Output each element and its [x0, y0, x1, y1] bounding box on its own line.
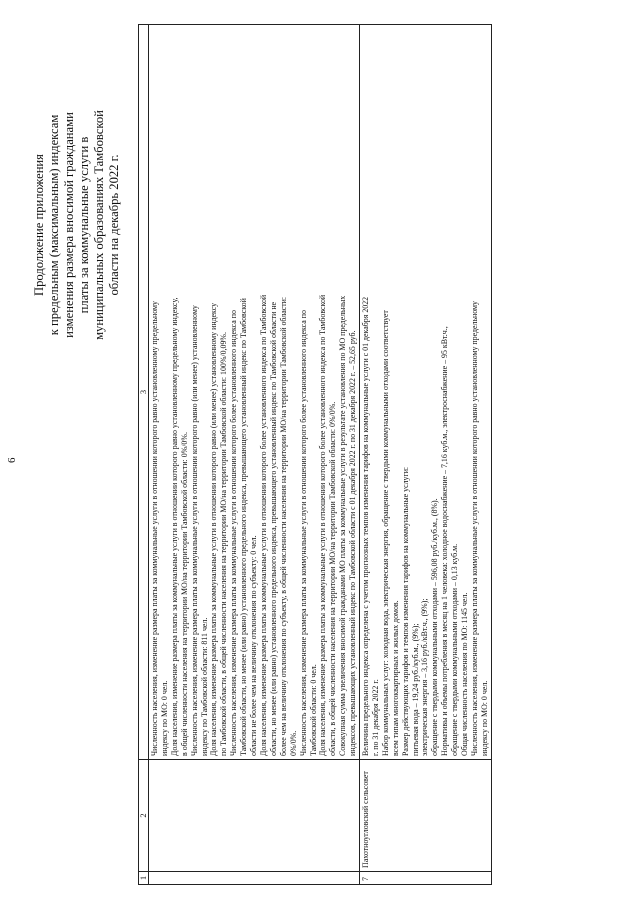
text-line: в общей численности населения на территории МО/на территории Тамбовской области: 0%/0%.	[179, 432, 189, 756]
text-line: индексу по МО: 0 чел.	[479, 680, 489, 756]
text-line: обращение с твердыми коммунальными отходами – 596,08 руб./куб.м., (8%).	[430, 498, 440, 756]
header-line: области на декабрь 2022 г.	[107, 154, 121, 296]
text-line: Общая численность населения по МО: 1145 чел.	[460, 592, 470, 756]
text-line: Тамбовской области, но менее (или равно) установленного предельного индекса, превышающего установленный индекс по Тамбовской	[239, 298, 249, 756]
text-line: Набор коммунальных услуг: холодная вода, электрическая энергия, обращение с твердыми коммунальными отходами соответствует	[380, 310, 390, 756]
region-name-cell	[149, 760, 360, 872]
table-row	[360, 25, 492, 885]
text-line: питьевая вода – 19,24 руб./куб.м., (9%);	[410, 623, 420, 756]
table-row-continued	[149, 25, 360, 885]
header-line: к предельным (максимальным) индексам	[47, 114, 61, 336]
header-line: платы за коммунальные услуги в	[77, 136, 91, 314]
page-number: 6	[6, 457, 18, 463]
column-header: 3	[139, 25, 149, 760]
text-line: Численность населения, изменение размера платы за коммунальные услуги в отношении которого более установленного индекса по	[298, 310, 308, 756]
text-line: Величина предельного индекса определена с учетом прогнозных темпов изменения тарифов на коммунальные услуги с 01 декабря 2022	[361, 296, 371, 756]
text-line: области, в общей численности населения на территории МО/на территории Тамбовской области: 0%/0%.	[328, 401, 338, 756]
row-number-cell	[149, 872, 360, 885]
text-line: Размер действующих тарифов и темпов изменения тарифов на коммунальные услуги:	[400, 466, 410, 756]
column-header: 2	[139, 760, 149, 872]
text-line: Численность населения, изменение размера платы за коммунальные услуги в отношении которого равно (или менее) установленному	[189, 305, 199, 756]
text-line: более чем на величину отклонения по субъекту, в общей численности населения на территории МО/на территории Тамбовской области:	[278, 296, 288, 756]
header-line: муниципальных образованиях Тамбовской	[92, 110, 106, 340]
text-line: всем типам многоквартирных и жилых домов.	[390, 600, 400, 756]
appendix-header	[32, 60, 122, 390]
text-line: г. по 31 декабря 2022 г.	[370, 679, 380, 756]
description-cell	[360, 25, 492, 760]
text-line: по Тамбовской области, в общей численности населения на территории МО/на территории Тамбовской области: 100%/0,09%.	[219, 332, 229, 756]
text-line: Тамбовской области: 0 чел.	[308, 664, 318, 756]
text-line: 0%/0%.	[288, 730, 298, 756]
column-header-row	[139, 25, 149, 885]
text-line: Нормативы и объемы потребления в месяц на 1 человека: холодное водоснабжение – 7,16 куб.м., электроснабжение – 95 кВт.ч.,	[440, 326, 450, 756]
text-line: Доля населения, изменение размера платы за коммунальные услуги в отношении которого равно (или менее) установленному индексу	[209, 302, 219, 756]
header-line: изменения размера вносимой гражданами	[62, 112, 76, 338]
text-line: Доля населения, изменение размера платы за коммунальные услуги в отношении которого более установленного индекса по Тамбовской	[318, 294, 328, 756]
text-line: индексу по Тамбовской области: 811 чел.	[199, 617, 209, 756]
text-line: электрическая энергия – 3,16 руб./кВт.ч., (9%);	[420, 598, 430, 756]
column-header: 1	[139, 872, 149, 885]
text-line: Численность населения, изменение размера платы за коммунальные услуги в отношении которого равно установленному предельному	[150, 301, 159, 756]
row-number-cell: 7	[360, 872, 492, 885]
text-line: области не более чем на величину отклонения по субъекту: 0 чел.	[249, 535, 259, 756]
header-line: Продолжение приложения	[32, 154, 46, 296]
text-line: обращение с твердыми коммунальными отходами – 0,13 куб.м.	[450, 543, 460, 756]
region-name-cell: Пахотноугловский сельсовет	[360, 760, 492, 872]
indices-table	[138, 24, 492, 885]
text-line: Численность населения, изменение размера платы за коммунальные услуги в отношении которого более установленного индекса по	[229, 310, 239, 756]
text-line: Доля населения, изменение размера платы за коммунальные услуги в отношении которого более установленного индекса по Тамбовской	[258, 294, 268, 756]
text-line: Совокупная сумма увеличения вносимой гражданами МО платы за коммунальные услуги в результате установления по МО предельных	[338, 295, 348, 756]
description-cell	[149, 25, 360, 760]
text-line: индексу по МО: 0 чел.	[159, 680, 169, 756]
text-line: области, но менее (или равно) установленного предельного индекса, превышающего установленный индекс по Тамбовской области не	[268, 301, 278, 756]
text-line: Доля населения, изменение размера платы за коммунальные услуги в отношении которого равно установленному предельному индексу,	[169, 297, 179, 756]
text-line: Численность населения, изменение размера платы за коммунальные услуги в отношении которого равно установленному предельному	[470, 301, 479, 756]
text-line: индексов, превышающих установленный индекс по Тамбовской области с 01 декабря 2022 г. по 31 декабря 2022 г. – 52,65 руб.	[348, 330, 358, 756]
